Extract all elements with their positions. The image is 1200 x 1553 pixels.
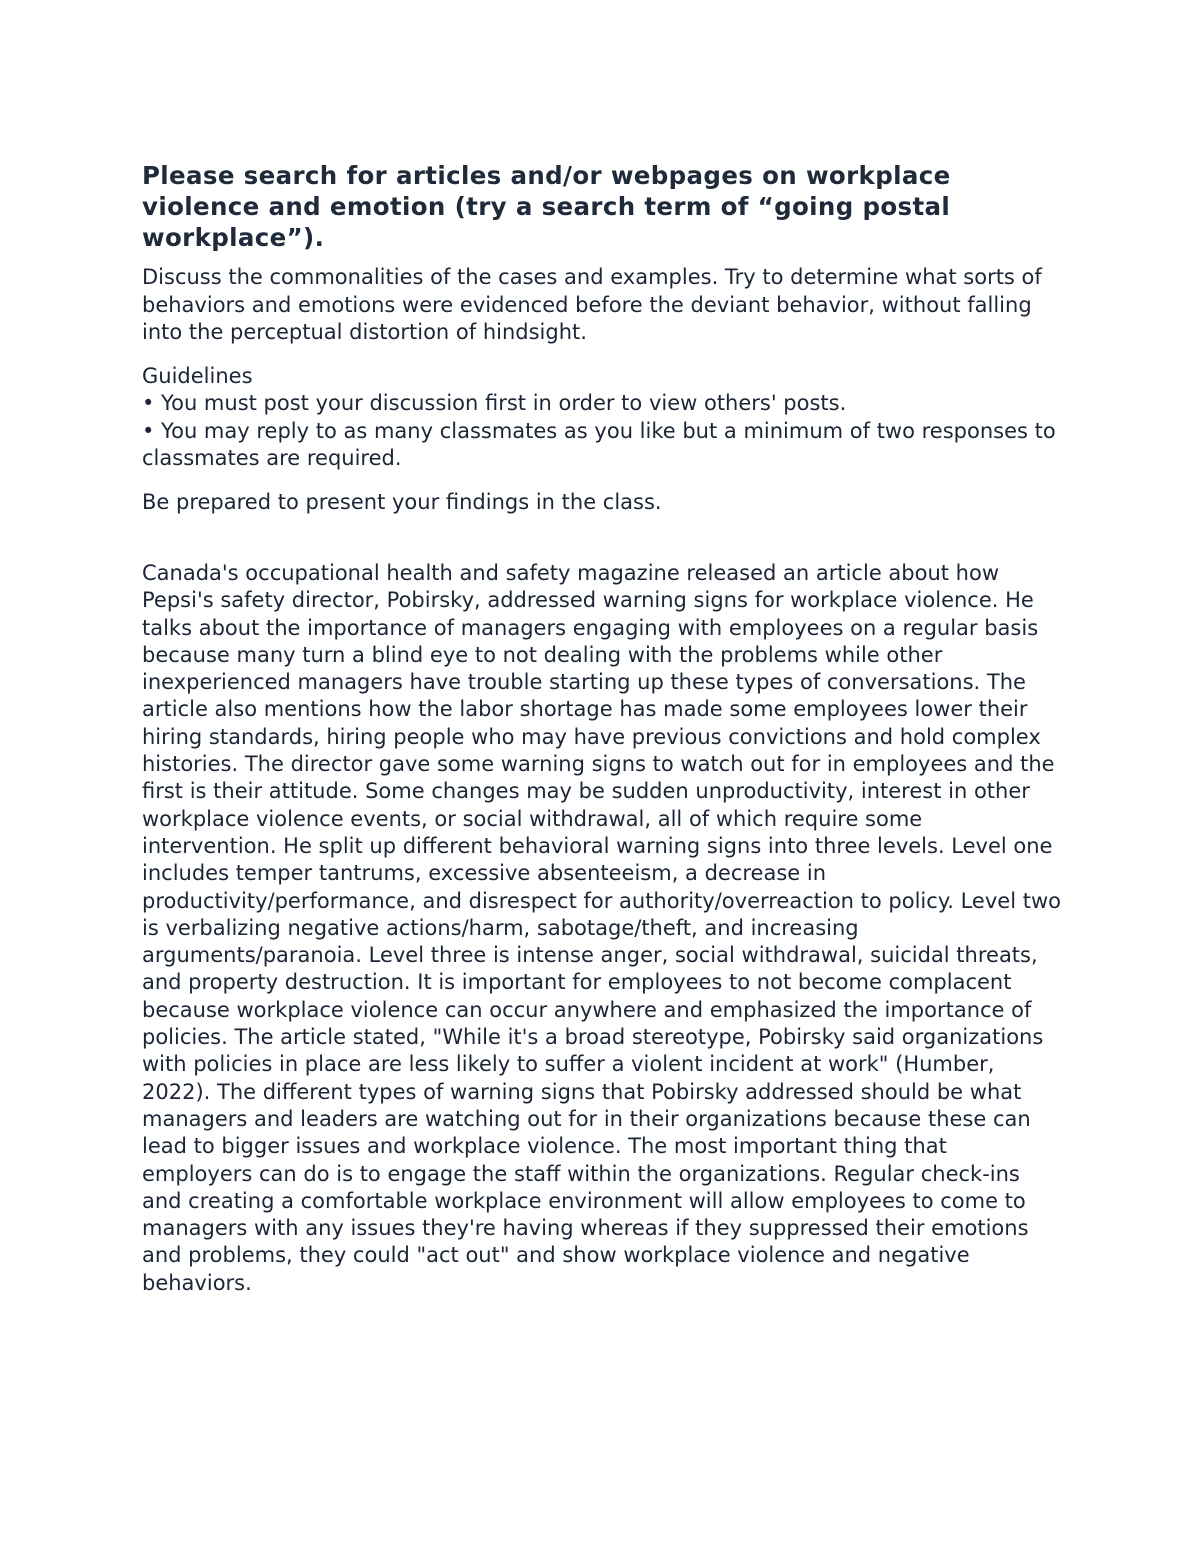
guideline-item: • You must post your discussion first in order to view others' posts. <box>142 391 847 415</box>
prepare-note: Be prepared to present your findings in the class. <box>142 489 662 514</box>
discussion-prompt: Discuss the commonalities of the cases and examples. Try to determine what sorts of behaviors and emotions were evidenced before the deviant behavior, without falling into the perceptual distortion of hindsight. <box>142 265 1042 344</box>
article-summary: Canada's occupational health and safety magazine released an article about how Pepsi's safety director, Pobirsky, addressed warning signs for workplace violence. He talks about the importance of managers engaging with employees on a regular basis because many turn a blind eye to not dealing with the problems while other inexperienced managers have trouble starting up these types of conversations. The article also mentions how the labor shortage has made some employees lower their hiring standards, hiring people who may have previous convictions and hold complex histories. The director gave some warning signs to watch out for in employees and the first is their attitude. Some changes may be sudden unproductivity, interest in other workplace violence events, or social withdrawal, all of which require some intervention. He split up different behavioral warning signs into three levels. Level one includes temper tantrums, excessive absenteeism, a decrease in productivity/performance, and disrespect for authority/overreaction to policy. Level two is verbalizing negative actions/harm, sabotage/theft, and increasing arguments/paranoia. Level three is intense anger, social withdrawal, suicidal threats, and property destruction. It is important for employees to not become complacent because workplace violence can occur anywhere and emphasized the importance of policies. The article stated, "While it's a broad stereotype, Pobirsky said organizations with policies in place are less likely to suffer a violent incident at work" (Humber, 2022). The different types of warning signs that Pobirsky addressed should be what managers and leaders are watching out for in their organizations because these can lead to bigger issues and workplace violence. The most important thing that employers can do is to engage the staff within the organizations. Regular check-ins and creating a comfortable workplace environment will allow employees to come to managers with any issues they're having whereas if they suppressed their emotions and problems, they could "act out" and show workplace violence and negative behaviors. <box>142 561 1061 1295</box>
assignment-heading: Please search for articles and/or webpages on workplace violence and emotion (try a search term of “going postal workplace”). <box>142 161 951 252</box>
guidelines-section <box>142 363 1062 473</box>
guidelines-title: Guidelines <box>142 363 253 388</box>
document-page <box>142 160 1062 1297</box>
guideline-item: • You may reply to as many classmates as you like but a minimum of two responses to classmates are required. <box>142 418 1056 470</box>
